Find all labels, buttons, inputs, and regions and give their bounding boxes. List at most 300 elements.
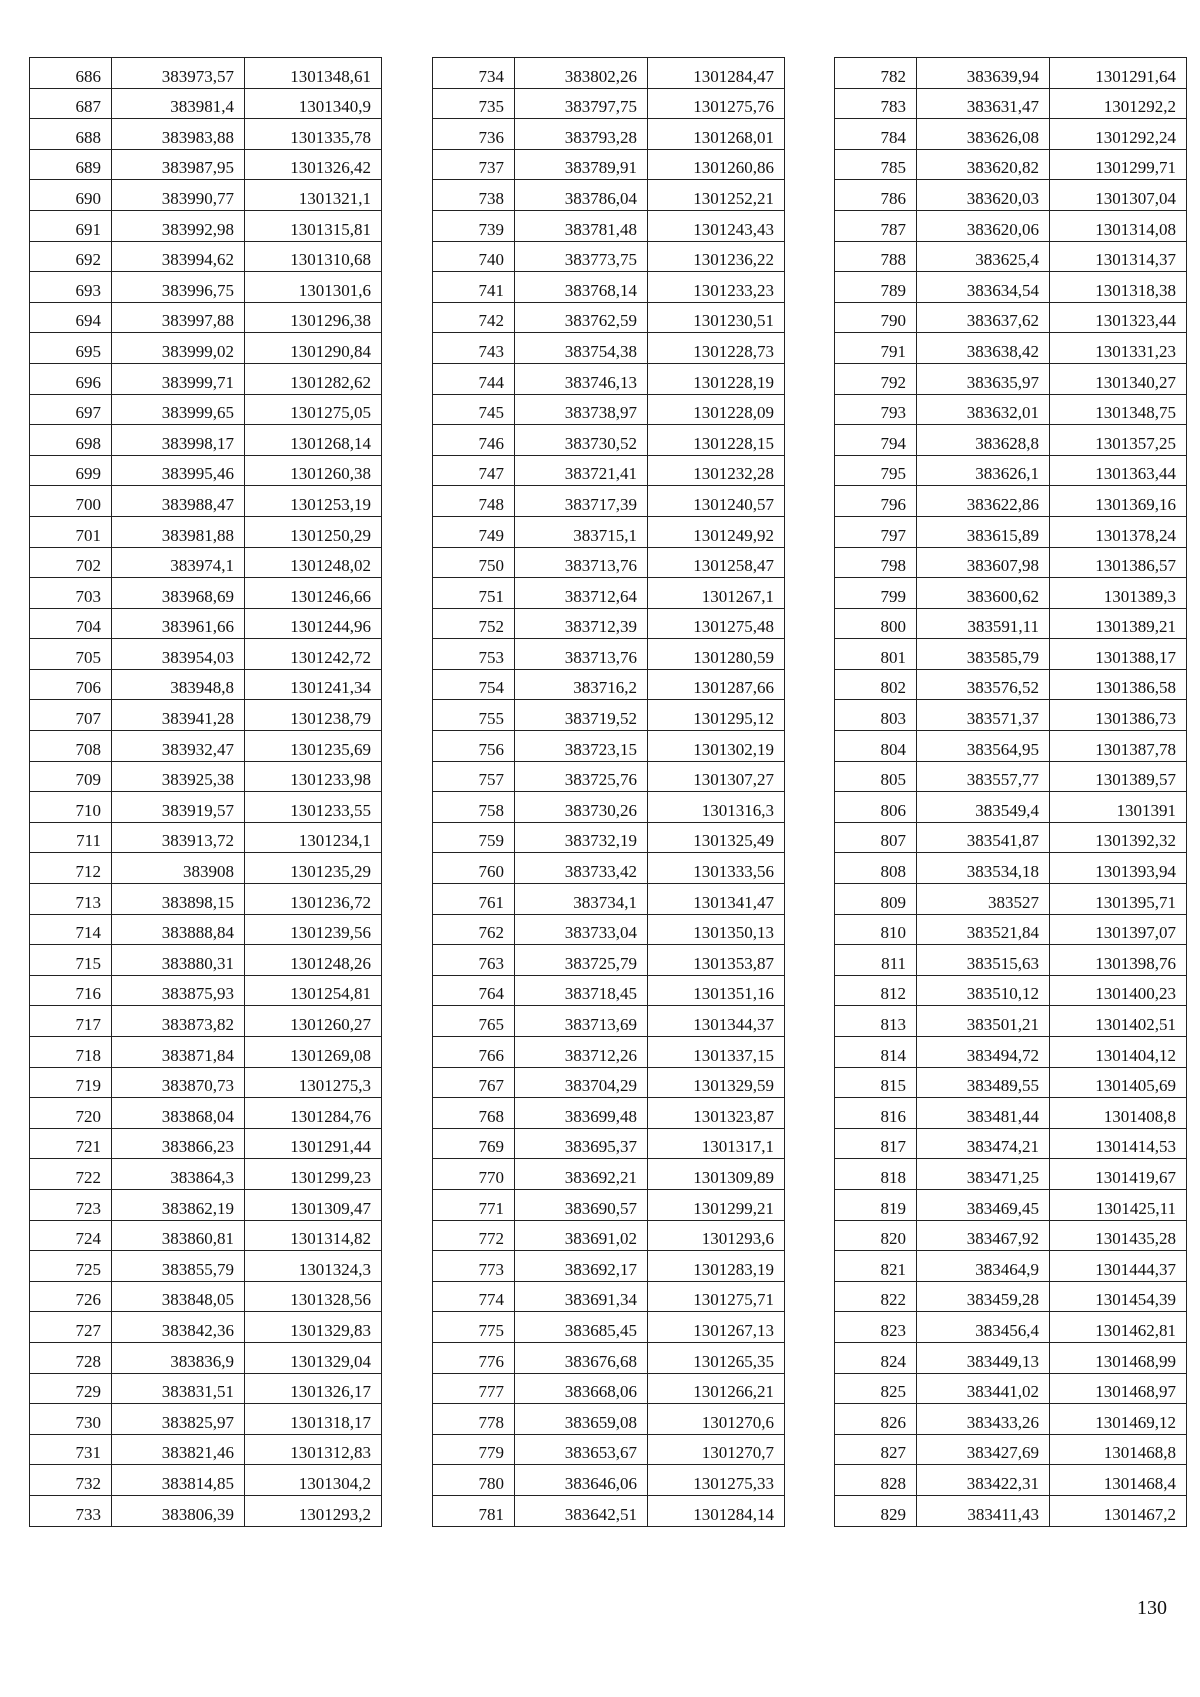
y-coordinate-cell: 1301275,05 bbox=[245, 394, 382, 425]
table-row bbox=[835, 884, 1187, 915]
point-number-cell: 810 bbox=[835, 914, 917, 945]
y-coordinate-cell: 1301350,13 bbox=[648, 914, 785, 945]
x-coordinate-cell: 383987,95 bbox=[112, 149, 245, 180]
point-number-cell: 696 bbox=[30, 363, 112, 394]
point-number-cell: 802 bbox=[835, 669, 917, 700]
x-coordinate-cell: 383821,46 bbox=[112, 1434, 245, 1465]
y-coordinate-cell: 1301389,3 bbox=[1050, 578, 1187, 609]
y-coordinate-cell: 1301468,99 bbox=[1050, 1342, 1187, 1373]
y-coordinate-cell: 1301468,4 bbox=[1050, 1465, 1187, 1496]
x-coordinate-cell: 383781,48 bbox=[515, 210, 648, 241]
x-coordinate-cell: 383908 bbox=[112, 853, 245, 884]
x-coordinate-cell: 383692,17 bbox=[515, 1251, 648, 1282]
point-number-cell: 718 bbox=[30, 1037, 112, 1068]
y-coordinate-cell: 1301307,04 bbox=[1050, 180, 1187, 211]
point-number-cell: 793 bbox=[835, 394, 917, 425]
point-number-cell: 742 bbox=[433, 302, 515, 333]
y-coordinate-cell: 1301325,49 bbox=[648, 822, 785, 853]
point-number-cell: 689 bbox=[30, 149, 112, 180]
table-row bbox=[433, 792, 785, 823]
table-row bbox=[835, 1404, 1187, 1435]
point-number-cell: 734 bbox=[433, 58, 515, 89]
x-coordinate-cell: 383941,28 bbox=[112, 700, 245, 731]
x-coordinate-cell: 383997,88 bbox=[112, 302, 245, 333]
table-row bbox=[30, 88, 382, 119]
table-row bbox=[30, 608, 382, 639]
x-coordinate-cell: 383527 bbox=[917, 884, 1050, 915]
y-coordinate-cell: 1301267,1 bbox=[648, 578, 785, 609]
y-coordinate-cell: 1301228,09 bbox=[648, 394, 785, 425]
table-row bbox=[433, 241, 785, 272]
table-row bbox=[30, 149, 382, 180]
table-row bbox=[433, 1067, 785, 1098]
x-coordinate-cell: 383948,8 bbox=[112, 669, 245, 700]
y-coordinate-cell: 1301250,29 bbox=[245, 516, 382, 547]
table-row bbox=[835, 272, 1187, 303]
x-coordinate-cell: 383585,79 bbox=[917, 639, 1050, 670]
x-coordinate-cell: 383814,85 bbox=[112, 1465, 245, 1496]
point-number-cell: 701 bbox=[30, 516, 112, 547]
table-row bbox=[835, 1067, 1187, 1098]
y-coordinate-cell: 1301389,57 bbox=[1050, 761, 1187, 792]
y-coordinate-cell: 1301468,8 bbox=[1050, 1434, 1187, 1465]
table-row bbox=[433, 363, 785, 394]
table-row bbox=[835, 149, 1187, 180]
x-coordinate-cell: 383713,76 bbox=[515, 547, 648, 578]
table-row bbox=[835, 394, 1187, 425]
point-number-cell: 784 bbox=[835, 119, 917, 150]
point-number-cell: 695 bbox=[30, 333, 112, 364]
table-row bbox=[433, 1312, 785, 1343]
x-coordinate-cell: 383713,76 bbox=[515, 639, 648, 670]
x-coordinate-cell: 383723,15 bbox=[515, 731, 648, 762]
point-number-cell: 698 bbox=[30, 425, 112, 456]
y-coordinate-cell: 1301314,82 bbox=[245, 1220, 382, 1251]
table-row bbox=[835, 1281, 1187, 1312]
table-row bbox=[30, 1220, 382, 1251]
point-number-cell: 752 bbox=[433, 608, 515, 639]
y-coordinate-cell: 1301232,28 bbox=[648, 455, 785, 486]
point-number-cell: 709 bbox=[30, 761, 112, 792]
y-coordinate-cell: 1301462,81 bbox=[1050, 1312, 1187, 1343]
y-coordinate-cell: 1301284,47 bbox=[648, 58, 785, 89]
table-row bbox=[835, 333, 1187, 364]
table-row bbox=[835, 1251, 1187, 1282]
y-coordinate-cell: 1301323,44 bbox=[1050, 302, 1187, 333]
y-coordinate-cell: 1301275,71 bbox=[648, 1281, 785, 1312]
point-number-cell: 801 bbox=[835, 639, 917, 670]
table-row bbox=[433, 149, 785, 180]
table-row bbox=[433, 1189, 785, 1220]
table-row bbox=[835, 302, 1187, 333]
table-row bbox=[30, 761, 382, 792]
table-row bbox=[835, 853, 1187, 884]
y-coordinate-cell: 1301323,87 bbox=[648, 1098, 785, 1129]
y-coordinate-cell: 1301268,01 bbox=[648, 119, 785, 150]
y-coordinate-cell: 1301400,23 bbox=[1050, 975, 1187, 1006]
y-coordinate-cell: 1301275,3 bbox=[245, 1067, 382, 1098]
point-number-cell: 749 bbox=[433, 516, 515, 547]
y-coordinate-cell: 1301233,98 bbox=[245, 761, 382, 792]
table-row bbox=[835, 1037, 1187, 1068]
y-coordinate-cell: 1301326,42 bbox=[245, 149, 382, 180]
point-number-cell: 716 bbox=[30, 975, 112, 1006]
point-number-cell: 819 bbox=[835, 1189, 917, 1220]
table-row bbox=[30, 1251, 382, 1282]
y-coordinate-cell: 1301337,15 bbox=[648, 1037, 785, 1068]
x-coordinate-cell: 383471,25 bbox=[917, 1159, 1050, 1190]
x-coordinate-cell: 383695,37 bbox=[515, 1128, 648, 1159]
point-number-cell: 808 bbox=[835, 853, 917, 884]
point-number-cell: 813 bbox=[835, 1006, 917, 1037]
table-row bbox=[433, 547, 785, 578]
table-row bbox=[433, 302, 785, 333]
point-number-cell: 774 bbox=[433, 1281, 515, 1312]
x-coordinate-cell: 383999,71 bbox=[112, 363, 245, 394]
point-number-cell: 823 bbox=[835, 1312, 917, 1343]
point-number-cell: 777 bbox=[433, 1373, 515, 1404]
y-coordinate-cell: 1301315,81 bbox=[245, 210, 382, 241]
y-coordinate-cell: 1301291,64 bbox=[1050, 58, 1187, 89]
x-coordinate-cell: 383848,05 bbox=[112, 1281, 245, 1312]
point-number-cell: 770 bbox=[433, 1159, 515, 1190]
point-number-cell: 735 bbox=[433, 88, 515, 119]
table-row bbox=[433, 639, 785, 670]
y-coordinate-cell: 1301378,24 bbox=[1050, 516, 1187, 547]
table-row bbox=[30, 180, 382, 211]
x-coordinate-cell: 383973,57 bbox=[112, 58, 245, 89]
x-coordinate-cell: 383754,38 bbox=[515, 333, 648, 364]
point-number-cell: 738 bbox=[433, 180, 515, 211]
y-coordinate-cell: 1301309,47 bbox=[245, 1189, 382, 1220]
table-row bbox=[835, 486, 1187, 517]
point-number-cell: 792 bbox=[835, 363, 917, 394]
x-coordinate-cell: 383521,84 bbox=[917, 914, 1050, 945]
y-coordinate-cell: 1301238,79 bbox=[245, 700, 382, 731]
point-number-cell: 687 bbox=[30, 88, 112, 119]
table-row bbox=[835, 700, 1187, 731]
x-coordinate-cell: 383864,3 bbox=[112, 1159, 245, 1190]
table-row bbox=[433, 1281, 785, 1312]
x-coordinate-cell: 383968,69 bbox=[112, 578, 245, 609]
x-coordinate-cell: 383994,62 bbox=[112, 241, 245, 272]
y-coordinate-cell: 1301228,73 bbox=[648, 333, 785, 364]
table-row bbox=[835, 1189, 1187, 1220]
point-number-cell: 713 bbox=[30, 884, 112, 915]
table-row bbox=[835, 1220, 1187, 1251]
y-coordinate-cell: 1301249,92 bbox=[648, 516, 785, 547]
table-row bbox=[433, 1220, 785, 1251]
x-coordinate-cell: 383925,38 bbox=[112, 761, 245, 792]
y-coordinate-cell: 1301414,53 bbox=[1050, 1128, 1187, 1159]
table-row bbox=[835, 731, 1187, 762]
y-coordinate-cell: 1301348,75 bbox=[1050, 394, 1187, 425]
x-coordinate-cell: 383620,03 bbox=[917, 180, 1050, 211]
point-number-cell: 809 bbox=[835, 884, 917, 915]
point-number-cell: 710 bbox=[30, 792, 112, 823]
table-row bbox=[433, 1434, 785, 1465]
point-number-cell: 708 bbox=[30, 731, 112, 762]
point-number-cell: 764 bbox=[433, 975, 515, 1006]
x-coordinate-cell: 383992,98 bbox=[112, 210, 245, 241]
point-number-cell: 729 bbox=[30, 1373, 112, 1404]
table-row bbox=[30, 210, 382, 241]
x-coordinate-cell: 383871,84 bbox=[112, 1037, 245, 1068]
point-number-cell: 811 bbox=[835, 945, 917, 976]
x-coordinate-cell: 383725,76 bbox=[515, 761, 648, 792]
x-coordinate-cell: 383996,75 bbox=[112, 272, 245, 303]
y-coordinate-cell: 1301284,76 bbox=[245, 1098, 382, 1129]
point-number-cell: 737 bbox=[433, 149, 515, 180]
y-coordinate-cell: 1301280,59 bbox=[648, 639, 785, 670]
x-coordinate-cell: 383919,57 bbox=[112, 792, 245, 823]
x-coordinate-cell: 383571,37 bbox=[917, 700, 1050, 731]
point-number-cell: 790 bbox=[835, 302, 917, 333]
y-coordinate-cell: 1301230,51 bbox=[648, 302, 785, 333]
point-number-cell: 791 bbox=[835, 333, 917, 364]
x-coordinate-cell: 383988,47 bbox=[112, 486, 245, 517]
point-number-cell: 719 bbox=[30, 1067, 112, 1098]
y-coordinate-cell: 1301419,67 bbox=[1050, 1159, 1187, 1190]
x-coordinate-cell: 383866,23 bbox=[112, 1128, 245, 1159]
y-coordinate-cell: 1301243,43 bbox=[648, 210, 785, 241]
x-coordinate-cell: 383541,87 bbox=[917, 822, 1050, 853]
x-coordinate-cell: 383646,06 bbox=[515, 1465, 648, 1496]
x-coordinate-cell: 383983,88 bbox=[112, 119, 245, 150]
point-number-cell: 743 bbox=[433, 333, 515, 364]
x-coordinate-cell: 383576,52 bbox=[917, 669, 1050, 700]
y-coordinate-cell: 1301329,59 bbox=[648, 1067, 785, 1098]
y-coordinate-cell: 1301397,07 bbox=[1050, 914, 1187, 945]
y-coordinate-cell: 1301369,16 bbox=[1050, 486, 1187, 517]
table-row bbox=[30, 302, 382, 333]
x-coordinate-cell: 383995,46 bbox=[112, 455, 245, 486]
point-number-cell: 776 bbox=[433, 1342, 515, 1373]
x-coordinate-cell: 383717,39 bbox=[515, 486, 648, 517]
point-number-cell: 697 bbox=[30, 394, 112, 425]
x-coordinate-cell: 383842,36 bbox=[112, 1312, 245, 1343]
y-coordinate-cell: 1301275,76 bbox=[648, 88, 785, 119]
x-coordinate-cell: 383990,77 bbox=[112, 180, 245, 211]
x-coordinate-cell: 383860,81 bbox=[112, 1220, 245, 1251]
table-row bbox=[835, 1342, 1187, 1373]
x-coordinate-cell: 383690,57 bbox=[515, 1189, 648, 1220]
point-number-cell: 731 bbox=[30, 1434, 112, 1465]
table-row bbox=[30, 1128, 382, 1159]
table-row bbox=[433, 578, 785, 609]
x-coordinate-cell: 383712,39 bbox=[515, 608, 648, 639]
point-number-cell: 804 bbox=[835, 731, 917, 762]
table-row bbox=[30, 241, 382, 272]
x-coordinate-cell: 383625,4 bbox=[917, 241, 1050, 272]
y-coordinate-cell: 1301405,69 bbox=[1050, 1067, 1187, 1098]
table-row bbox=[835, 425, 1187, 456]
x-coordinate-cell: 383591,11 bbox=[917, 608, 1050, 639]
y-coordinate-cell: 1301236,22 bbox=[648, 241, 785, 272]
point-number-cell: 825 bbox=[835, 1373, 917, 1404]
point-number-cell: 768 bbox=[433, 1098, 515, 1129]
point-number-cell: 724 bbox=[30, 1220, 112, 1251]
point-number-cell: 700 bbox=[30, 486, 112, 517]
point-number-cell: 755 bbox=[433, 700, 515, 731]
x-coordinate-cell: 383732,19 bbox=[515, 822, 648, 853]
y-coordinate-cell: 1301299,21 bbox=[648, 1189, 785, 1220]
x-coordinate-cell: 383718,45 bbox=[515, 975, 648, 1006]
point-number-cell: 732 bbox=[30, 1465, 112, 1496]
y-coordinate-cell: 1301275,48 bbox=[648, 608, 785, 639]
table-row bbox=[433, 1159, 785, 1190]
y-coordinate-cell: 1301267,13 bbox=[648, 1312, 785, 1343]
table-row bbox=[30, 455, 382, 486]
x-coordinate-cell: 383631,47 bbox=[917, 88, 1050, 119]
point-number-cell: 748 bbox=[433, 486, 515, 517]
x-coordinate-cell: 383855,79 bbox=[112, 1251, 245, 1282]
x-coordinate-cell: 383469,45 bbox=[917, 1189, 1050, 1220]
table-row bbox=[30, 486, 382, 517]
point-number-cell: 753 bbox=[433, 639, 515, 670]
x-coordinate-cell: 383713,69 bbox=[515, 1006, 648, 1037]
x-coordinate-cell: 383961,66 bbox=[112, 608, 245, 639]
table-row bbox=[30, 1312, 382, 1343]
table-row bbox=[30, 700, 382, 731]
y-coordinate-cell: 1301265,35 bbox=[648, 1342, 785, 1373]
y-coordinate-cell: 1301253,19 bbox=[245, 486, 382, 517]
y-coordinate-cell: 1301393,94 bbox=[1050, 853, 1187, 884]
x-coordinate-cell: 383999,65 bbox=[112, 394, 245, 425]
table-row bbox=[835, 1006, 1187, 1037]
x-coordinate-cell: 383802,26 bbox=[515, 58, 648, 89]
point-number-cell: 820 bbox=[835, 1220, 917, 1251]
x-coordinate-cell: 383474,21 bbox=[917, 1128, 1050, 1159]
y-coordinate-cell: 1301357,25 bbox=[1050, 425, 1187, 456]
point-number-cell: 786 bbox=[835, 180, 917, 211]
point-number-cell: 828 bbox=[835, 1465, 917, 1496]
y-coordinate-cell: 1301233,55 bbox=[245, 792, 382, 823]
point-number-cell: 747 bbox=[433, 455, 515, 486]
x-coordinate-cell: 383449,13 bbox=[917, 1342, 1050, 1373]
table-row bbox=[433, 516, 785, 547]
y-coordinate-cell: 1301287,66 bbox=[648, 669, 785, 700]
y-coordinate-cell: 1301404,12 bbox=[1050, 1037, 1187, 1068]
x-coordinate-cell: 383734,1 bbox=[515, 884, 648, 915]
table-row bbox=[835, 119, 1187, 150]
x-coordinate-cell: 383725,79 bbox=[515, 945, 648, 976]
table-row bbox=[30, 58, 382, 89]
y-coordinate-cell: 1301318,17 bbox=[245, 1404, 382, 1435]
x-coordinate-cell: 383668,06 bbox=[515, 1373, 648, 1404]
x-coordinate-cell: 383880,31 bbox=[112, 945, 245, 976]
y-coordinate-cell: 1301241,34 bbox=[245, 669, 382, 700]
point-number-cell: 787 bbox=[835, 210, 917, 241]
table-row bbox=[433, 914, 785, 945]
table-row bbox=[30, 731, 382, 762]
point-number-cell: 694 bbox=[30, 302, 112, 333]
point-number-cell: 795 bbox=[835, 455, 917, 486]
y-coordinate-cell: 1301292,24 bbox=[1050, 119, 1187, 150]
x-coordinate-cell: 383557,77 bbox=[917, 761, 1050, 792]
y-coordinate-cell: 1301270,6 bbox=[648, 1404, 785, 1435]
table-row bbox=[433, 1037, 785, 1068]
x-coordinate-cell: 383549,4 bbox=[917, 792, 1050, 823]
x-coordinate-cell: 383632,01 bbox=[917, 394, 1050, 425]
y-coordinate-cell: 1301295,12 bbox=[648, 700, 785, 731]
y-coordinate-cell: 1301260,27 bbox=[245, 1006, 382, 1037]
point-number-cell: 706 bbox=[30, 669, 112, 700]
y-coordinate-cell: 1301310,68 bbox=[245, 241, 382, 272]
point-number-cell: 751 bbox=[433, 578, 515, 609]
y-coordinate-cell: 1301248,02 bbox=[245, 547, 382, 578]
table-row bbox=[433, 853, 785, 884]
point-number-cell: 758 bbox=[433, 792, 515, 823]
table-row bbox=[433, 975, 785, 1006]
table-row bbox=[30, 853, 382, 884]
x-coordinate-cell: 383628,8 bbox=[917, 425, 1050, 456]
table-row bbox=[433, 884, 785, 915]
table-row bbox=[433, 761, 785, 792]
point-number-cell: 721 bbox=[30, 1128, 112, 1159]
point-number-cell: 817 bbox=[835, 1128, 917, 1159]
point-number-cell: 789 bbox=[835, 272, 917, 303]
point-number-cell: 771 bbox=[433, 1189, 515, 1220]
table-row bbox=[835, 669, 1187, 700]
x-coordinate-cell: 383712,64 bbox=[515, 578, 648, 609]
table-row bbox=[433, 486, 785, 517]
table-row bbox=[835, 1098, 1187, 1129]
table-row bbox=[433, 180, 785, 211]
point-number-cell: 824 bbox=[835, 1342, 917, 1373]
point-number-cell: 766 bbox=[433, 1037, 515, 1068]
x-coordinate-cell: 383738,97 bbox=[515, 394, 648, 425]
table-row bbox=[835, 210, 1187, 241]
table-row bbox=[30, 1098, 382, 1129]
table-row bbox=[30, 1037, 382, 1068]
y-coordinate-cell: 1301331,23 bbox=[1050, 333, 1187, 364]
point-number-cell: 702 bbox=[30, 547, 112, 578]
y-coordinate-cell: 1301469,12 bbox=[1050, 1404, 1187, 1435]
table-row bbox=[835, 1159, 1187, 1190]
point-number-cell: 814 bbox=[835, 1037, 917, 1068]
x-coordinate-cell: 383981,4 bbox=[112, 88, 245, 119]
point-number-cell: 686 bbox=[30, 58, 112, 89]
table-row bbox=[835, 761, 1187, 792]
point-number-cell: 727 bbox=[30, 1312, 112, 1343]
y-coordinate-cell: 1301444,37 bbox=[1050, 1251, 1187, 1282]
table-row bbox=[835, 914, 1187, 945]
x-coordinate-cell: 383626,08 bbox=[917, 119, 1050, 150]
table-row bbox=[433, 1128, 785, 1159]
x-coordinate-cell: 383716,2 bbox=[515, 669, 648, 700]
table-row bbox=[30, 333, 382, 364]
table-row bbox=[30, 425, 382, 456]
table-row bbox=[835, 88, 1187, 119]
point-number-cell: 712 bbox=[30, 853, 112, 884]
y-coordinate-cell: 1301240,57 bbox=[648, 486, 785, 517]
y-coordinate-cell: 1301340,27 bbox=[1050, 363, 1187, 394]
y-coordinate-cell: 1301386,58 bbox=[1050, 669, 1187, 700]
point-number-cell: 704 bbox=[30, 608, 112, 639]
x-coordinate-cell: 383638,42 bbox=[917, 333, 1050, 364]
table-row bbox=[433, 425, 785, 456]
x-coordinate-cell: 383786,04 bbox=[515, 180, 648, 211]
x-coordinate-cell: 383637,62 bbox=[917, 302, 1050, 333]
y-coordinate-cell: 1301363,44 bbox=[1050, 455, 1187, 486]
x-coordinate-cell: 383510,12 bbox=[917, 975, 1050, 1006]
point-number-cell: 717 bbox=[30, 1006, 112, 1037]
point-number-cell: 756 bbox=[433, 731, 515, 762]
y-coordinate-cell: 1301329,04 bbox=[245, 1342, 382, 1373]
table-row bbox=[835, 547, 1187, 578]
x-coordinate-cell: 383635,97 bbox=[917, 363, 1050, 394]
